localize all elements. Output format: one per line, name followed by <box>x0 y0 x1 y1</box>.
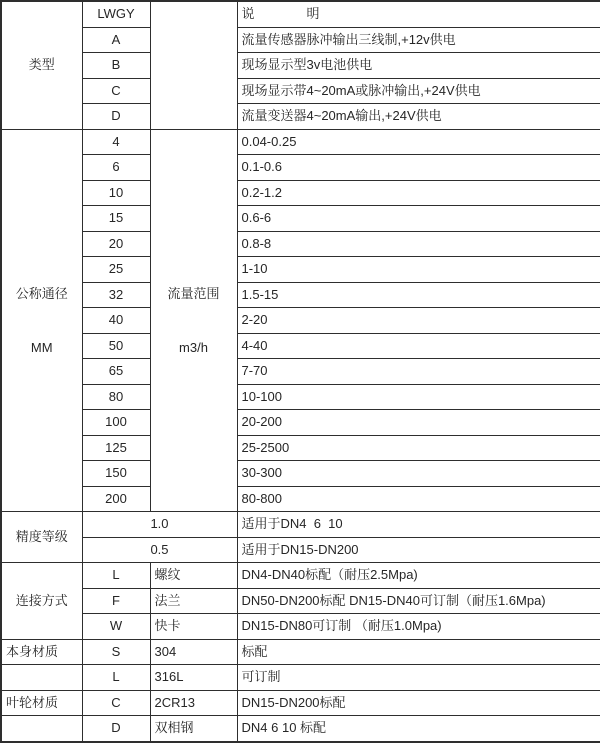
table-row-impeller-material <box>1 716 600 742</box>
connection-code: F <box>82 588 150 614</box>
flow-range-value: 80-800 <box>237 486 600 512</box>
dn-value: 20 <box>82 231 150 257</box>
impeller-material-code: D <box>82 716 150 742</box>
table-row-type-c <box>1 78 600 104</box>
table-row-impeller-material <box>1 690 600 716</box>
type-description: 现场显示型3v电池供电 <box>237 53 600 79</box>
flow-range-value: 0.8-8 <box>237 231 600 257</box>
body-material-name: 316L <box>150 665 237 691</box>
connection-code: L <box>82 563 150 589</box>
accuracy-description: 适用于DN15-DN200 <box>237 537 600 563</box>
table-row-connection <box>1 563 600 589</box>
dn-value: 125 <box>82 435 150 461</box>
table-row-dn <box>1 257 600 283</box>
connection-section-label: 连接方式 <box>1 563 82 640</box>
flow-range-value: 2-20 <box>237 308 600 334</box>
connection-code: W <box>82 614 150 640</box>
diameter-label-line2: MM <box>30 339 53 355</box>
table-row-type-d <box>1 104 600 130</box>
table-row-dn <box>1 461 600 487</box>
flow-range-value: 10-100 <box>237 384 600 410</box>
impeller-material-name: 双相钢 <box>150 716 237 742</box>
connection-name: 螺纹 <box>150 563 237 589</box>
diameter-label-line1: 公称通径 <box>15 286 68 302</box>
dn-value: 40 <box>82 308 150 334</box>
dn-value: 6 <box>82 155 150 181</box>
accuracy-value: 0.5 <box>82 537 237 563</box>
dn-value: 10 <box>82 180 150 206</box>
dn-value: 50 <box>82 333 150 359</box>
body-material-name: 304 <box>150 639 237 665</box>
type-description: 流量传感器脉冲输出三线制,+12v供电 <box>237 27 600 53</box>
table-row-dn <box>1 282 600 308</box>
impeller-material-code: C <box>82 690 150 716</box>
flow-range-value: 30-300 <box>237 461 600 487</box>
table-row-dn <box>1 384 600 410</box>
flow-range-label-line1: 流量范围 <box>167 286 220 302</box>
table-row-body-material <box>1 665 600 691</box>
dn-value: 80 <box>82 384 150 410</box>
flow-range-value: 0.6-6 <box>237 206 600 232</box>
type-code: D <box>82 104 150 130</box>
flow-range-value: 20-200 <box>237 410 600 436</box>
table-row-accuracy <box>1 537 600 563</box>
model-code-header: LWGY <box>82 1 150 27</box>
flow-range-value: 1-10 <box>237 257 600 283</box>
dn-value: 25 <box>82 257 150 283</box>
dn-value: 150 <box>82 461 150 487</box>
impeller-material-empty-label <box>1 716 82 742</box>
table-row-header <box>1 1 600 27</box>
type-middle-empty-cell <box>150 1 237 129</box>
impeller-material-description: DN4 6 10 标配 <box>237 716 600 742</box>
table-row-dn <box>1 359 600 385</box>
dn-value: 15 <box>82 206 150 232</box>
dn-value: 100 <box>82 410 150 436</box>
body-material-empty-label <box>1 665 82 691</box>
type-code: A <box>82 27 150 53</box>
flow-range-value: 0.1-0.6 <box>237 155 600 181</box>
table-row-type-b <box>1 53 600 79</box>
flow-range-value: 25-2500 <box>237 435 600 461</box>
body-material-description: 标配 <box>237 639 600 665</box>
connection-name: 快卡 <box>150 614 237 640</box>
type-description: 现场显示带4~20mA或脉冲输出,+24V供电 <box>237 78 600 104</box>
type-code: B <box>82 53 150 79</box>
impeller-material-name: 2CR13 <box>150 690 237 716</box>
table-row-dn <box>1 231 600 257</box>
dn-value: 32 <box>82 282 150 308</box>
flow-range-value: 0.04-0.25 <box>237 129 600 155</box>
table-row-connection <box>1 588 600 614</box>
table-row-dn <box>1 435 600 461</box>
table-row-connection <box>1 614 600 640</box>
dn-value: 4 <box>82 129 150 155</box>
accuracy-section-label: 精度等级 <box>1 512 82 563</box>
body-material-code: S <box>82 639 150 665</box>
flow-range-value: 0.2-1.2 <box>237 180 600 206</box>
connection-description: DN50-DN200标配 DN15-DN40可订制（耐压1.6Mpa) <box>237 588 600 614</box>
flow-range-value: 4-40 <box>237 333 600 359</box>
table-row-dn <box>1 155 600 181</box>
table-row-dn <box>1 410 600 436</box>
table-row-dn <box>1 129 600 155</box>
body-material-code: L <box>82 665 150 691</box>
dn-value: 65 <box>82 359 150 385</box>
table-row-dn <box>1 206 600 232</box>
body-material-description: 可订制 <box>237 665 600 691</box>
type-description: 流量变送器4~20mA输出,+24V供电 <box>237 104 600 130</box>
table-row-type-a <box>1 27 600 53</box>
impeller-material-section-label: 叶轮材质 <box>1 690 82 716</box>
connection-name: 法兰 <box>150 588 237 614</box>
table-row-dn <box>1 180 600 206</box>
dn-value: 200 <box>82 486 150 512</box>
flow-range-label-line2: m3/h <box>179 339 208 355</box>
body-material-section-label: 本身材质 <box>1 639 82 665</box>
table-row-dn <box>1 486 600 512</box>
table-row-body-material <box>1 639 600 665</box>
description-header: 说 明 <box>237 1 600 27</box>
flow-range-value: 1.5-15 <box>237 282 600 308</box>
accuracy-value: 1.0 <box>82 512 237 538</box>
diameter-section-label <box>1 129 82 512</box>
type-section-label: 类型 <box>1 1 82 129</box>
table-row-dn <box>1 333 600 359</box>
connection-description: DN4-DN40标配（耐压2.5Mpa) <box>237 563 600 589</box>
connection-description: DN15-DN80可订制 （耐压1.0Mpa) <box>237 614 600 640</box>
flow-range-value: 7-70 <box>237 359 600 385</box>
table-row-dn <box>1 308 600 334</box>
impeller-material-description: DN15-DN200标配 <box>237 690 600 716</box>
type-code: C <box>82 78 150 104</box>
accuracy-description: 适用于DN4 6 10 <box>237 512 600 538</box>
table-row-accuracy <box>1 512 600 538</box>
flow-range-column-label <box>150 129 237 512</box>
